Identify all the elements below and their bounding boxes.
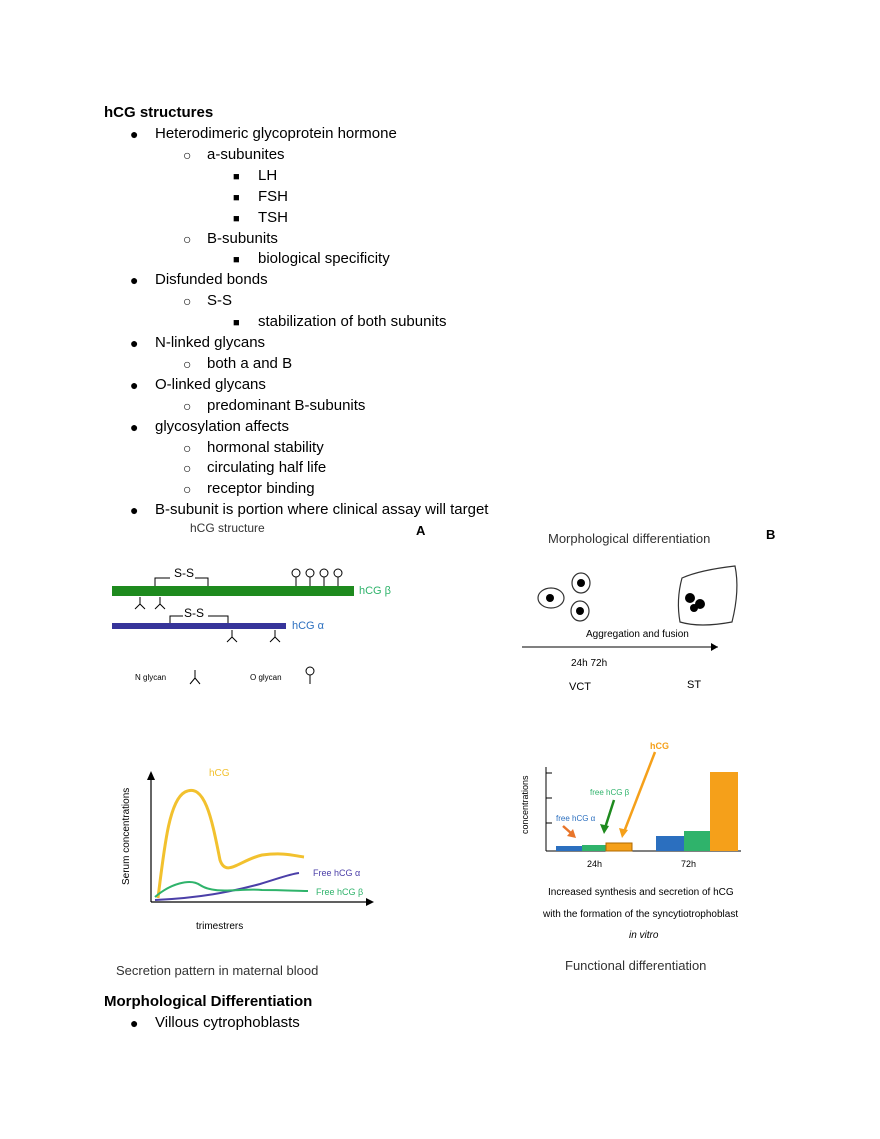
bullet-level-3: ■ bbox=[233, 191, 240, 204]
bullet-level-1: ● bbox=[130, 335, 139, 351]
o-glycan-legend-icon bbox=[306, 667, 314, 684]
bullet-level-2: ○ bbox=[183, 355, 192, 372]
hcg-arrowhead bbox=[619, 828, 628, 838]
list-item: FSH bbox=[258, 187, 288, 205]
aggregation-label: Aggregation and fusion bbox=[586, 629, 689, 640]
time-arrowhead bbox=[711, 643, 718, 651]
series-free-beta bbox=[155, 882, 308, 897]
bar-x-24: 24h bbox=[587, 859, 603, 869]
list-item: O-linked glycans bbox=[155, 375, 266, 393]
list-item: B-subunit is portion where clinical assay will target bbox=[155, 501, 489, 519]
list-item: B-subunits bbox=[207, 229, 278, 247]
series-free-alpha bbox=[155, 873, 299, 900]
bar-chart bbox=[520, 741, 741, 869]
n-glycan-legend-label: N glycan bbox=[135, 673, 167, 682]
free-beta-label: Free hCG β bbox=[316, 887, 364, 897]
list-item: S-S bbox=[207, 292, 233, 310]
secretion-caption: Secretion pattern in maternal blood bbox=[116, 963, 319, 978]
bar-y-ticks bbox=[546, 773, 552, 823]
functional-caption: Functional differentiation bbox=[565, 958, 707, 973]
conc-y-label: concentrations bbox=[520, 775, 530, 834]
st-label: ST bbox=[687, 679, 702, 691]
vct-nuclei bbox=[546, 579, 585, 615]
bullet-level-2: ○ bbox=[183, 293, 192, 310]
list-item: a-subunites bbox=[207, 145, 285, 163]
serum-y-label: Serum concentrations bbox=[121, 787, 132, 885]
list-item: both a and B bbox=[207, 354, 293, 372]
list-item: Heterodimeric glycoprotein hormone bbox=[155, 125, 397, 142]
free-beta-arrow bbox=[605, 800, 614, 828]
vct-label: VCT bbox=[569, 681, 591, 693]
time-label: 24h 72h bbox=[571, 658, 608, 669]
bar-free-beta-label: free hCG β bbox=[590, 788, 630, 797]
n-glycan-icons bbox=[135, 597, 280, 642]
bar-hcg-label: hCG bbox=[650, 741, 669, 751]
panel-a-letter: A bbox=[416, 523, 426, 538]
increase-caption-3: in vitro bbox=[629, 930, 659, 941]
alpha-chain-label: hCG α bbox=[292, 620, 325, 632]
bullet-level-1: ● bbox=[130, 1015, 139, 1031]
serum-x-label: trimestrers bbox=[196, 921, 244, 932]
list-item: LH bbox=[258, 166, 278, 184]
bullet-level-2: ○ bbox=[183, 146, 192, 163]
bullet-level-3: ■ bbox=[233, 254, 240, 267]
panel-a-title: hCG structure bbox=[190, 521, 265, 535]
bar-24h-free-alpha bbox=[556, 846, 582, 851]
bullet-level-3: ■ bbox=[233, 317, 240, 330]
list-item: Villous cytrophoblasts bbox=[155, 1014, 300, 1031]
bullet-level-1: ● bbox=[130, 502, 139, 519]
bullet-level-1: ● bbox=[130, 418, 139, 435]
hcg-alpha-chain bbox=[112, 623, 286, 629]
list-item: glycosylation affects bbox=[155, 417, 289, 435]
bullet-level-3: ■ bbox=[233, 170, 240, 183]
morph-title: Morphological differentiation bbox=[548, 531, 711, 546]
bar-72h-free-alpha bbox=[656, 836, 684, 851]
bullet-level-2: ○ bbox=[183, 230, 192, 247]
list-item: hormonal stability bbox=[207, 438, 324, 456]
bullet-level-2: ○ bbox=[183, 460, 192, 477]
panel-b-letter: B bbox=[766, 527, 776, 542]
bar-x-72: 72h bbox=[681, 859, 697, 869]
bullet-level-1: ● bbox=[130, 376, 139, 393]
o-glycan-icons bbox=[292, 569, 342, 586]
bullet-level-3: ■ bbox=[233, 212, 240, 225]
list-item: Disfunded bonds bbox=[155, 271, 268, 289]
section-title-morphological-differentiation: Morphological Differentiation bbox=[104, 993, 313, 1010]
serum-x-arrowhead bbox=[366, 898, 374, 906]
n-glycan-legend-icon bbox=[190, 670, 200, 684]
increase-caption-2: with the formation of the syncytiotrophoblast bbox=[543, 909, 739, 920]
bullet-level-2: ○ bbox=[183, 439, 192, 456]
bar-free-alpha-label: free hCG α bbox=[556, 814, 596, 823]
bar-72h-free-beta bbox=[684, 831, 710, 851]
bar-24h-hcg bbox=[606, 843, 632, 851]
list-item: predominant B-subunits bbox=[207, 396, 366, 414]
o-glycan-legend-label: O glycan bbox=[250, 673, 282, 682]
series-hcg bbox=[158, 790, 304, 898]
bar-72h-hcg bbox=[710, 772, 738, 851]
bullet-level-2: ○ bbox=[183, 397, 192, 414]
list-item: TSH bbox=[258, 208, 288, 226]
ss-label-bottom: S-S bbox=[184, 606, 205, 620]
list-item: circulating half life bbox=[207, 459, 327, 477]
beta-chain-label: hCG β bbox=[359, 585, 392, 597]
list-item: stabilization of both subunits bbox=[258, 313, 447, 331]
serum-y-arrowhead bbox=[147, 771, 155, 780]
hcg-curve-label: hCG bbox=[209, 768, 230, 779]
increase-caption-1: Increased synthesis and secretion of hCG bbox=[548, 887, 734, 898]
list-item: receptor binding bbox=[207, 480, 315, 498]
list-item: N-linked glycans bbox=[155, 334, 266, 351]
bar-24h-free-beta bbox=[582, 845, 606, 851]
bullet-level-1: ● bbox=[130, 126, 139, 142]
section-title-hcg-structures: hCG structures bbox=[104, 104, 214, 121]
list-item: biological specificity bbox=[258, 250, 390, 268]
bullet-level-2: ○ bbox=[183, 481, 192, 498]
bullet-level-1: ● bbox=[130, 272, 139, 289]
ss-label-top: S-S bbox=[174, 566, 195, 580]
serum-chart bbox=[121, 768, 374, 932]
hcg-beta-chain bbox=[112, 586, 354, 596]
free-alpha-label: Free hCG α bbox=[313, 868, 361, 878]
free-beta-arrowhead bbox=[600, 824, 609, 834]
